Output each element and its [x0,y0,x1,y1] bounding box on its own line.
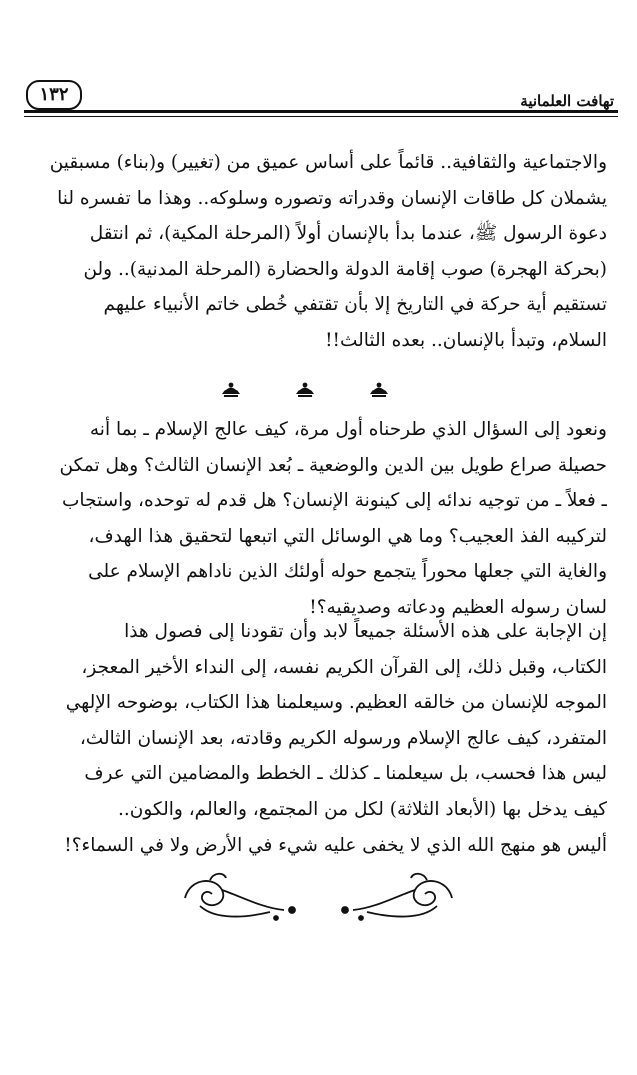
tailpiece-vignette [0,868,637,928]
text-line: تستقيم أية حركة في التاريخ إلا بأن تقتفي خُطى خاتم الأنبياء عليهم [103,294,607,316]
text-line: لتركيبه الفذ العجيب؟ وما هي الوسائل التي اتبعها لتحقيق هذا الهدف، [88,525,607,547]
text-line: الموجه للإنسان من خالقه العظيم. وسيعلمنا هذا الكتاب، بوضوحه الإلهي [65,692,607,714]
text-line: المتفرد، كيف عالج الإسلام ورسوله الكريم وقادته، بعد الإنسان الثالث، [79,727,607,749]
text-line: السلام، وتبدأ بالإنسان.. بعده الثالث!! [325,329,607,351]
paragraph-2 [30,412,607,626]
scroll-vignette-icon [0,868,637,928]
text-line: الكتاب، وقبل ذلك، إلى القرآن الكريم نفسه، إلى النداء الأخير المعجز، [81,656,607,678]
paragraph-1 [30,145,607,359]
floral-ornament-icon [220,376,242,398]
page-number: ١٣٢ [26,80,82,110]
text-line: (بحركة الهجرة) صوب إقامة الدولة والحضارة (المرحلة المدنية).. ولن [83,258,607,280]
text-line: حصيلة صراع طويل بين الدين والوضعية ـ بُعد الإنسان الثالث؟ وهل تمكن [59,454,607,476]
text-line: والاجتماعية والثقافية.. قائماً على أساس عميق من (تغيير) و(بناء) مسبقين [49,152,607,173]
text-line: لسان رسوله العظيم ودعاته وصديقيه؟! [309,596,607,618]
text-line: أليس هو منهج الله الذي لا يخفى عليه شيء في الأرض ولا في السماء؟! [64,834,607,856]
text-line: ونعود إلى السؤال الذي طرحناه أول مرة، كيف عالج الإسلام ـ بما أنه [89,419,607,440]
text-line: ليس هذا فحسب، بل سيعلمنا ـ كذلك ـ الخطط والمضامين التي عرف [84,763,607,785]
text-line: دعوة الرسول ﷺ، عندما بدأ بالإنسان أولاً (المرحلة المكية)، ثم انتقل [89,223,607,245]
page-header [24,80,618,116]
header-rule-thin [24,116,618,117]
text-line: إن الإجابة على هذه الأسئلة جميعاً لابد وأن تقودنا إلى فصول هذا [124,621,607,642]
text-line: كيف يدخل بها (الأبعاد الثلاثة) لكل من المجتمع، والعالم، والكون.. [117,798,607,820]
section-divider [0,372,637,402]
floral-ornament-icon [294,376,316,398]
running-title: تهافت العلمانية [520,92,614,110]
text-line: والغاية التي جعلها محوراً يتجمع حوله أولئك الذين ناداهم الإسلام على [88,561,607,583]
text-line: ـ فعلاً ـ من توجيه ندائه إلى كينونة الإنسان؟ هل قدم له توحده، واستجاب [62,490,607,512]
text-line: يشملان كل طاقات الإنسان وقدراته وتصوره وسلوكه.. وهذا ما تفسره لنا [57,187,607,209]
paragraph-3 [30,614,607,863]
floral-ornament-icon [368,376,390,398]
header-rule-thick [24,110,618,113]
